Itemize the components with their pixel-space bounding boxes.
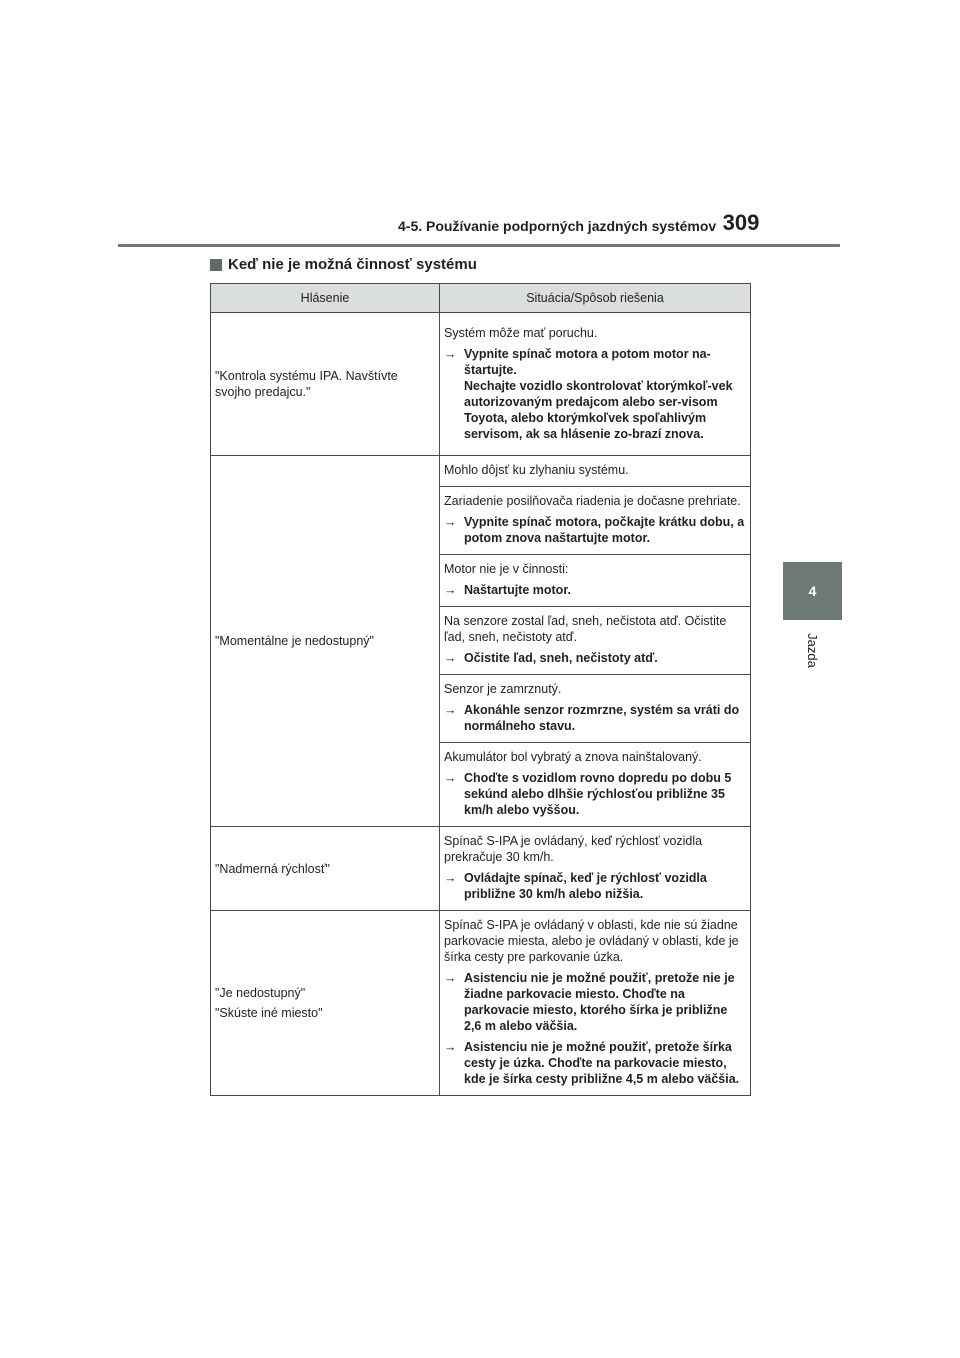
situation-block [440,827,750,910]
situation-block [440,674,750,742]
arrow-icon: → [444,971,457,985]
action-item [444,702,746,734]
arrow-icon: → [444,771,457,785]
situation-cell [440,827,751,911]
situation-text: Mohlo dôjsť ku zlyhaniu systému. [444,463,629,477]
situation-block [440,554,750,606]
message-text: "Je nedostupný" [215,986,306,1000]
action-text: Nechajte vozidlo skontrolovať ktorýmkoľ-vek autorizovaným predajcom alebo ser-visom Toyota, alebo ktorýmkoľvek spoľahlivým servisom, ak sa hlásenie zo-brazí znova. [464,378,733,441]
action-item [444,870,746,902]
action-item [444,582,746,598]
action-text: Vypnite spínač motora, počkajte krátku dobu, a potom znova naštartujte motor. [464,515,745,545]
situation-text: Spínač S-IPA je ovládaný v oblasti, kde nie sú žiadne parkovacie miesta, alebo je ovládaný v oblasti, kde je šírka cesty pre parkovanie úzka. [444,918,739,964]
situation-cell [440,456,751,827]
message-text: "Skúste iné miesto" [215,1006,323,1020]
situation-text: Zariadenie posilňovača riadenia je dočasne prehriate. [444,494,741,508]
arrow-icon: → [444,871,457,885]
situation-block [440,486,750,554]
table-row [211,827,751,911]
situation-text: Spínač S-IPA je ovládaný, keď rýchlosť vozidla prekračuje 30 km/h. [444,834,703,864]
action-item [444,770,746,818]
action-text: Asistenciu nie je možné použiť, pretože nie je žiadne parkovacie miesto. Choďte na parkovacie miesto, ktorého šírka je približne 2,6 m alebo väčšia. [464,971,735,1033]
action-item [444,1039,746,1087]
situation-text: Akumulátor bol vybratý a znova nainštalovaný. [444,750,702,764]
arrow-icon: → [444,703,457,717]
situation-block [440,742,750,826]
message-text: "Momentálne je nedostupný" [215,634,374,648]
action-text: Očistite ľad, sneh, nečistoty atď. [464,651,658,665]
section-heading-text: Keď nie je možná činnosť systému [228,256,477,273]
situation-block [440,606,750,674]
message-cell [211,827,440,911]
message-table [210,283,751,1096]
message-cell [211,313,440,456]
square-bullet-icon [210,259,222,271]
message-cell [211,456,440,827]
arrow-icon: → [444,515,457,529]
situation-text: Motor nie je v činnosti: [444,562,569,576]
arrow-icon: → [444,651,457,665]
action-item [444,970,746,1034]
situation-text: Senzor je zamrznutý. [444,682,562,696]
column-header: Hlásenie [211,284,440,313]
column-header: Situácia/Spôsob riešenia [440,284,751,313]
action-item [444,650,746,666]
message-cell [211,911,440,1096]
situation-block [440,456,750,486]
table-row [211,911,751,1096]
page-number: 309 [722,210,760,235]
table-row [211,313,751,456]
arrow-icon: → [444,583,457,597]
action-text: Choďte s vozidlom rovno dopredu po dobu 5 sekúnd alebo dlhšie rýchlosťou približne 35 km/h alebo vyššou. [464,771,732,817]
arrow-icon: → [444,1040,457,1054]
message-text: "Kontrola systému IPA. Navštívte svojho predajcu." [215,369,398,399]
action-text: Ovládajte spínač, keď je rýchlosť vozidla približne 30 km/h alebo nižšia. [464,871,707,901]
chapter-title: 4-5. Používanie podporných jazdných systémov [398,218,717,234]
message-text: "Nadmerná rýchlosť" [215,861,330,876]
chapter-side-label: Jazda [804,632,820,668]
situation-cell [440,911,751,1096]
situation-text: Systém môže mať poruchu. [444,325,598,340]
action-item [444,514,746,546]
table-row [211,456,751,827]
action-text: Akonáhle senzor rozmrzne, systém sa vráti do normálneho stavu. [464,703,740,733]
action-text: Vypnite spínač motora a potom motor na-štartujte. [464,346,711,377]
arrow-icon: → [444,346,457,361]
section-heading [210,256,477,273]
table-header-row [211,284,751,313]
action-item [444,346,746,442]
action-text: Asistenciu nie je možné použiť, pretože šírka cesty je úzka. Choďte na parkovacie miesto, kde je šírka cesty približne 4,5 m alebo väčšia. [464,1040,740,1086]
chapter-tab: 4 [783,562,842,620]
situation-block [440,911,750,1095]
situation-text: Na senzore zostal ľad, sneh, nečistota atď. Očistite ľad, sneh, nečistoty atď. [444,614,727,644]
action-text: Naštartujte motor. [464,583,571,597]
situation-block [440,319,750,450]
header-rule [118,244,840,247]
situation-cell [440,313,751,456]
